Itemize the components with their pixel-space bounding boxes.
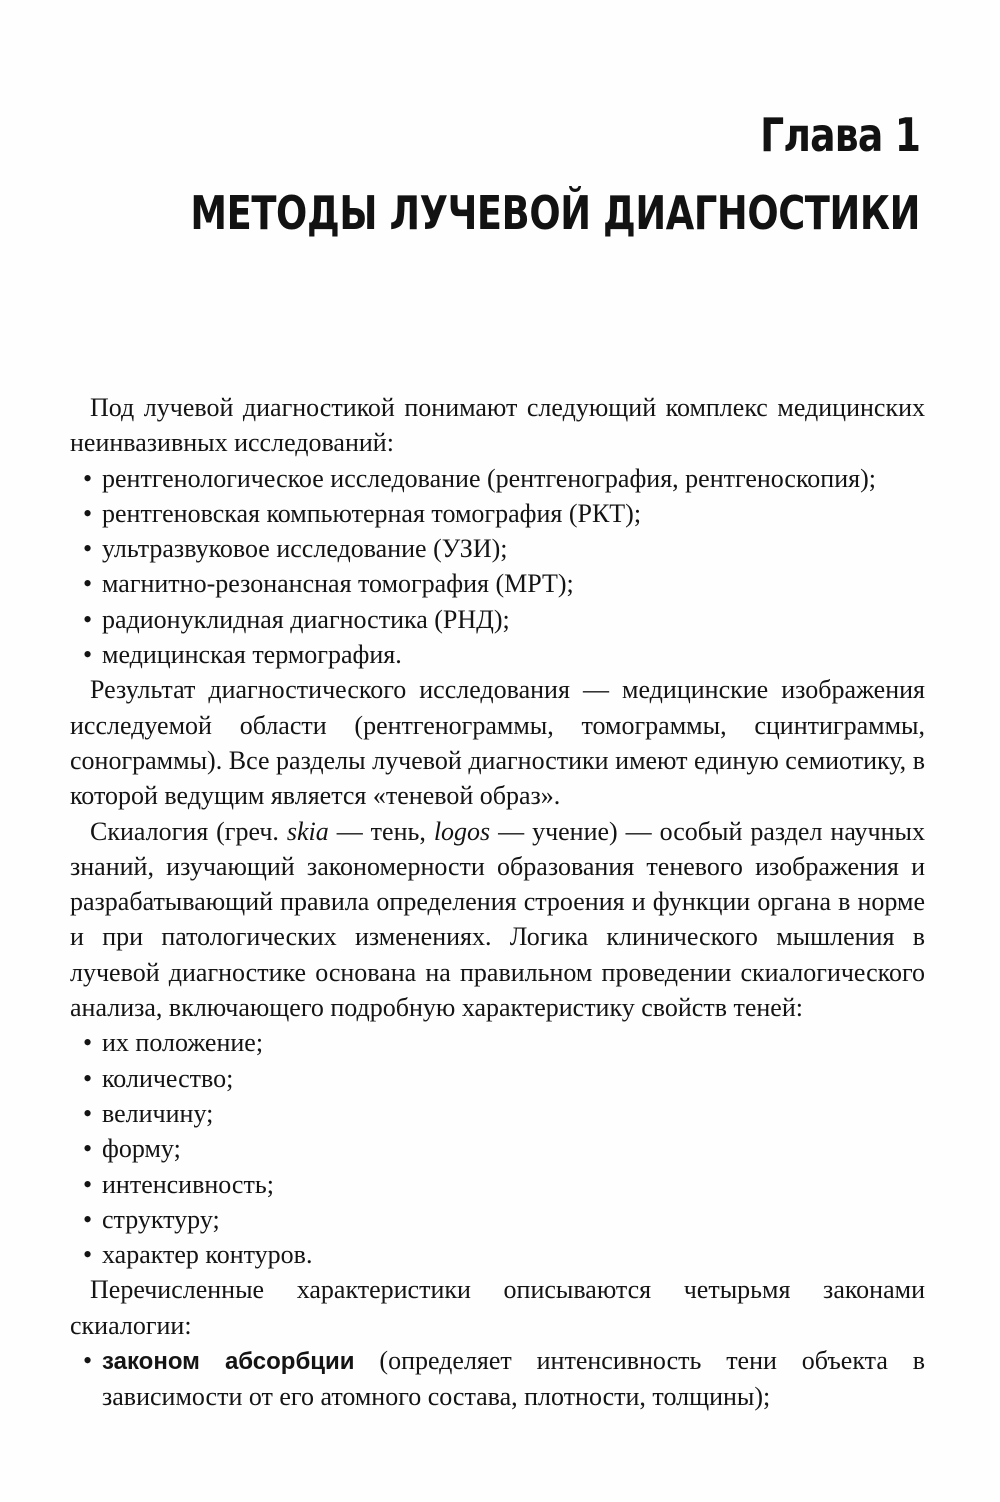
chapter-title: МЕТОДЫ ЛУЧЕВОЙ ДИАГНОСТИКИ: [190, 186, 920, 240]
list-item: • магнитно-резонансная томография (МРТ);: [80, 566, 925, 601]
body-text: [70, 390, 925, 1415]
intro-paragraph: Под лучевой диагностикой понимают следующий комплекс медицинских неинвазивных исследований:: [70, 393, 925, 458]
skiology-mid: — тень,: [336, 816, 426, 846]
skiology-term-skia: skia: [286, 816, 329, 846]
list-item: • рентгенологическое исследование (рентгенография, рентгеноскопия);: [80, 461, 925, 496]
result-paragraph: Результат диагностического исследования — медицинские изображения исследуемой области (рентгенограммы, томограммы, сцинтиграммы, сонограммы). Все разделы лучевой диагностики имеют единую семиотику, в которой ведущим является «теневой образ».: [70, 675, 925, 811]
list-item: • величину;: [80, 1096, 925, 1131]
methods-list: [70, 461, 925, 673]
list-item: • ультразвуковое исследование (УЗИ);: [80, 531, 925, 566]
skiology-start: Скиалогия (греч.: [90, 816, 279, 846]
list-item: • их положение;: [80, 1025, 925, 1060]
list-item: [80, 1343, 925, 1415]
list-item: • количество;: [80, 1061, 925, 1096]
list-item: • форму;: [80, 1131, 925, 1166]
list-item: • радионуклидная диагностика (РНД);: [80, 602, 925, 637]
list-item: • интенсивность;: [80, 1167, 925, 1202]
skiology-term-logos: logos: [433, 816, 491, 846]
laws-intro-paragraph: Перечисленные характеристики описываются четырьмя законами скиалогии:: [70, 1275, 925, 1340]
laws-list: [70, 1343, 925, 1415]
chapter-label: Глава 1: [759, 108, 920, 162]
law-description: (определяет интенсивность тени объекта в зависимости от его атомного состава, плотности, толщины);: [102, 1346, 925, 1412]
law-term: законом абсорбции: [102, 1348, 355, 1376]
shadow-properties-list: [70, 1025, 925, 1272]
skiology-paragraph: [70, 814, 925, 1026]
list-item: • медицинская термография.: [80, 637, 925, 672]
skiology-rest: — учение) — особый раздел научных знаний, изучающий закономерности образования теневого изображения и разрабатывающий правила определения строения и функции органа в норме и при патологических изменениях. Логика клинического мышления в лучевой диагностике основана на правильном проведении скиалогического анализа, включающего подробную характеристику свойств теней:: [70, 816, 925, 1023]
list-item: • структуру;: [80, 1202, 925, 1237]
list-item: • характер контуров.: [80, 1237, 925, 1272]
list-item: • рентгеновская компьютерная томография (РКТ);: [80, 496, 925, 531]
